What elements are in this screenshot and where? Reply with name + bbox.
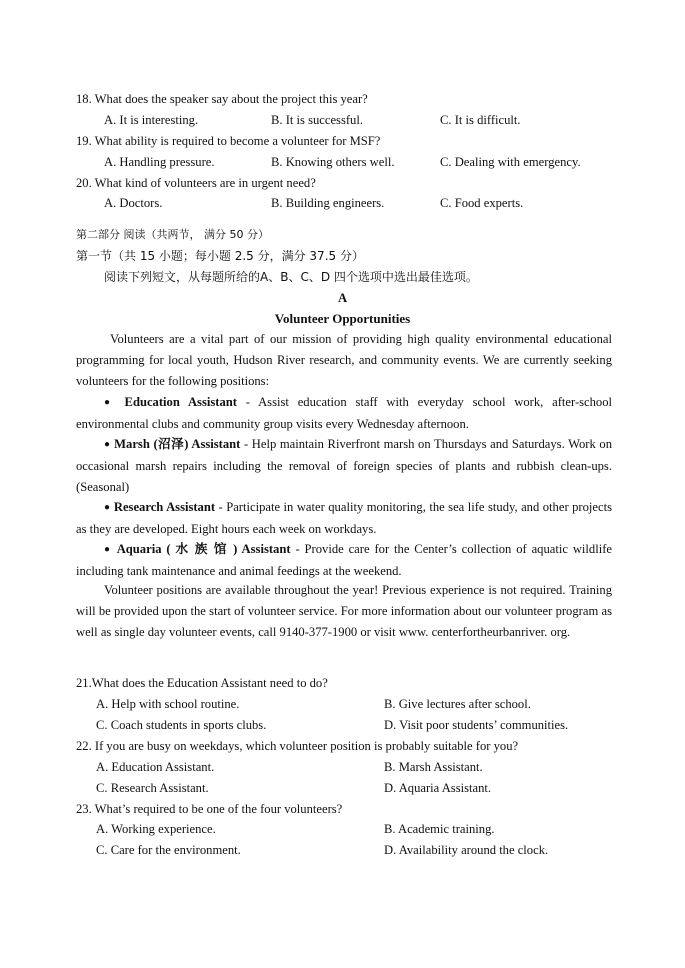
question-18-option-b: B. It is successful. bbox=[271, 113, 363, 127]
question-20: 20. What kind of volunteers are in urgent need? bbox=[76, 176, 316, 190]
question-22-option-d: D. Aquaria Assistant. bbox=[384, 781, 492, 795]
question-21-option-d: D. Visit poor students’ communities. bbox=[384, 718, 569, 732]
question-20-option-b: B. Building engineers. bbox=[271, 196, 385, 210]
bullet-icon: ● bbox=[104, 502, 111, 513]
position-name: Marsh (沼泽) Assistant bbox=[114, 437, 241, 451]
question-22-option-b: B. Marsh Assistant. bbox=[384, 760, 483, 774]
question-22: 22. If you are busy on weekdays, which volunteer position is probably suitable for you? bbox=[76, 739, 519, 753]
bullet-icon: ● bbox=[104, 439, 111, 450]
question-19-option-c: C. Dealing with emergency. bbox=[440, 155, 581, 169]
question-21-option-a: A. Help with school routine. bbox=[96, 697, 240, 711]
position-name: Aquaria ( 水 族 馆 ) Assistant bbox=[116, 542, 291, 556]
position-education bbox=[76, 392, 612, 435]
position-name: Research Assistant bbox=[113, 500, 216, 514]
position-desc: - Assist education staff with everyday school work, after-school environmental clubs and community group visits every Wednesday afternoon. bbox=[76, 395, 613, 431]
question-20-option-c: C. Food experts. bbox=[440, 196, 524, 210]
passage-closing-text: Volunteer positions are available throughout the year! Previous experience is not required. Training will be provided upon the start of volunteer service. For more information about our volunteer program as well as single day volunteer events, call 9140-377-1900 or visit www. centerfortheurbanriver. org. bbox=[76, 583, 612, 639]
position-desc: - Provide care for the Center’s collection of aquatic wildlife including tank maintenance and animal feedings at the weekend. bbox=[76, 542, 612, 578]
position-desc: - Help maintain Riverfront marsh on Thursdays and Saturdays. Work on occasional marsh repairs including the removal of foreign species of plants and rubbish clean-ups. (Seasonal) bbox=[76, 437, 612, 494]
instruction: 阅读下列短文，从每题所给的A、B、C、D 四个选项中选出最佳选项。 bbox=[104, 270, 478, 284]
position-marsh bbox=[76, 434, 612, 498]
question-22-option-c: C. Research Assistant. bbox=[96, 781, 209, 795]
passage-letter: A bbox=[337, 291, 348, 305]
question-20-option-a: A. Doctors. bbox=[104, 196, 163, 210]
question-21-option-c: C. Coach students in sports clubs. bbox=[96, 718, 267, 732]
question-21: 21.What does the Education Assistant need to do? bbox=[76, 676, 328, 690]
question-23-option-b: B. Academic training. bbox=[384, 822, 495, 836]
question-19: 19. What ability is required to become a volunteer for MSF? bbox=[76, 134, 381, 148]
position-name: Education Assistant bbox=[124, 395, 237, 409]
passage-closing bbox=[76, 580, 612, 643]
position-research bbox=[76, 497, 612, 540]
question-23-option-a: A. Working experience. bbox=[96, 822, 216, 836]
question-19-option-a: A. Handling pressure. bbox=[104, 155, 215, 169]
question-18-option-c: C. It is difficult. bbox=[440, 113, 521, 127]
passage-title: Volunteer Opportunities bbox=[274, 311, 411, 326]
question-18: 18. What does the speaker say about the project this year? bbox=[76, 92, 368, 106]
part-title: 第二部分 阅读（共两节， 满分 50 分） bbox=[76, 228, 269, 241]
question-22-option-a: A. Education Assistant. bbox=[96, 760, 215, 774]
bullet-icon: ● bbox=[104, 397, 116, 408]
question-21-option-b: B. Give lectures after school. bbox=[384, 697, 531, 711]
section-title: 第一节（共 15 小题；每小题 2.5 分，满分 37.5 分） bbox=[76, 249, 364, 263]
question-19-option-b: B. Knowing others well. bbox=[271, 155, 395, 169]
question-18-option-a: A. It is interesting. bbox=[104, 113, 199, 127]
position-aquaria bbox=[76, 539, 612, 582]
question-23-option-d: D. Availability around the clock. bbox=[384, 843, 549, 857]
bullet-icon: ● bbox=[104, 544, 112, 555]
question-23-option-c: C. Care for the environment. bbox=[96, 843, 241, 857]
passage-intro bbox=[76, 329, 612, 392]
passage-intro-text: Volunteers are a vital part of our mission of providing high quality environmental educational programming for local youth, Hudson River research, and community events. We are currently seeking volunteers for the following positions: bbox=[76, 332, 612, 388]
question-23: 23. What’s required to be one of the four volunteers? bbox=[76, 802, 343, 816]
position-desc: - Participate in water quality monitoring, the sea life study, and other projects as they are developed. Eight hours each week on workdays. bbox=[76, 500, 612, 536]
